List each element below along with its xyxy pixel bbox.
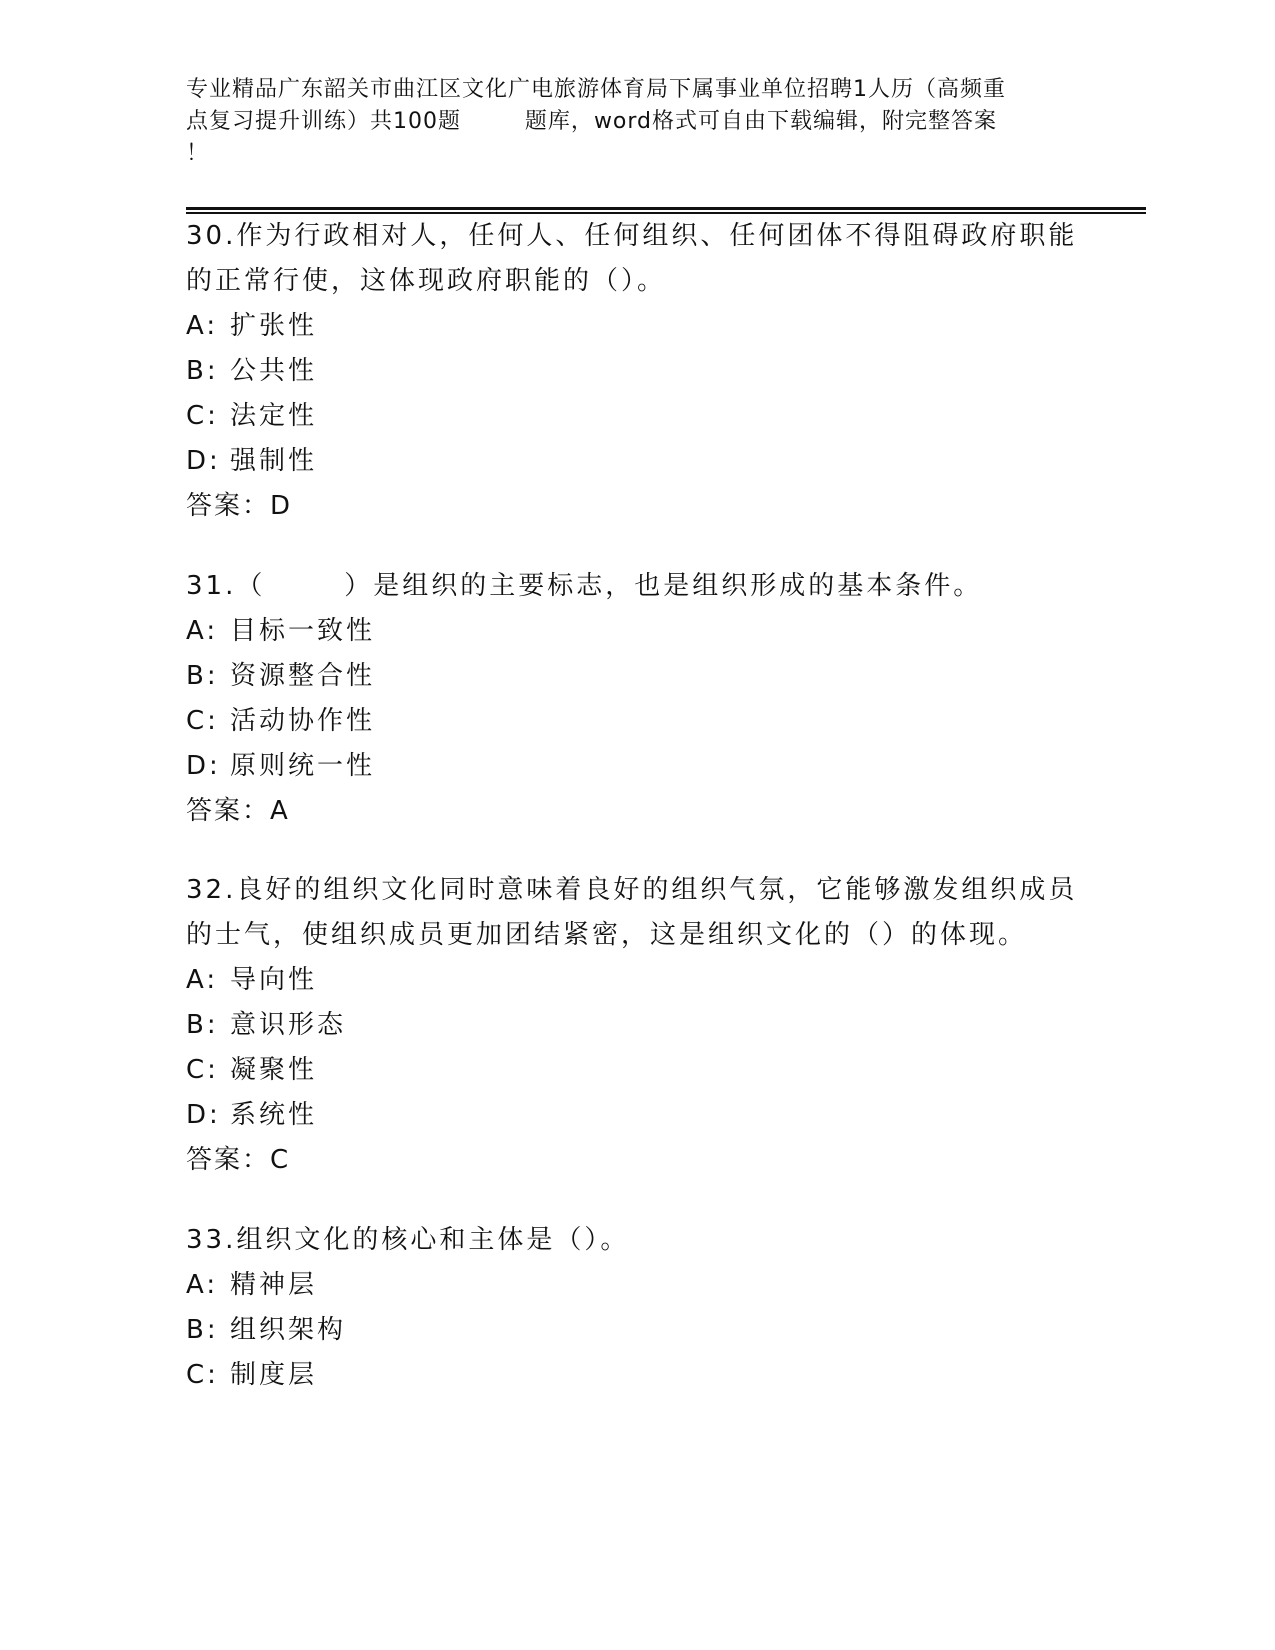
- question-32: [186, 868, 1086, 1183]
- option-a: [186, 958, 1086, 1003]
- answer-line: 答案：D: [186, 491, 293, 521]
- option-text: 系统性: [230, 1100, 318, 1130]
- question-stem-line: 的正常行使，这体现政府职能的（）。: [186, 266, 667, 296]
- option-b: [186, 654, 1086, 699]
- option-d: [186, 1093, 1086, 1138]
- option-text: 组织架构: [230, 1315, 347, 1345]
- option-c: [186, 394, 1086, 439]
- question-33: [186, 1218, 1086, 1398]
- question-31: [186, 564, 1086, 834]
- option-letter: C:: [186, 401, 219, 431]
- option-text: 资源整合性: [230, 661, 376, 691]
- option-b: [186, 1003, 1086, 1048]
- option-text: 法定性: [230, 401, 318, 431]
- question-stem-line: 33.组织文化的核心和主体是（）。: [186, 1225, 630, 1255]
- option-letter: B:: [186, 356, 219, 386]
- question-stem-line: 32.良好的组织文化同时意味着良好的组织气氛，它能够激发组织成员: [186, 875, 1078, 905]
- option-text: 意识形态: [230, 1010, 347, 1040]
- answer-line: 答案：A: [186, 796, 290, 826]
- option-b: [186, 349, 1086, 394]
- option-text: 凝聚性: [230, 1055, 318, 1085]
- option-letter: A:: [186, 1270, 219, 1300]
- option-letter: D:: [186, 1100, 221, 1130]
- answer-line: 答案：C: [186, 1145, 291, 1175]
- question-stem-line: 的士气，使组织成员更加团结紧密，这是组织文化的（）的体现。: [186, 920, 1028, 950]
- option-a: [186, 304, 1086, 349]
- option-letter: A:: [186, 965, 219, 995]
- option-text: 活动协作性: [230, 706, 376, 736]
- option-letter: D:: [186, 751, 221, 781]
- header-line-3: ！: [186, 141, 210, 166]
- header-line-2: 点复习提升训练）共100题 题库，word格式可自由下载编辑，附完整答案: [186, 109, 998, 134]
- option-text: 精神层: [230, 1270, 318, 1300]
- option-text: 扩张性: [230, 311, 318, 341]
- option-c: [186, 1353, 1086, 1398]
- option-letter: A:: [186, 311, 219, 341]
- option-letter: B:: [186, 1315, 219, 1345]
- option-c: [186, 699, 1086, 744]
- option-c: [186, 1048, 1086, 1093]
- question-stem-line: 30.作为行政相对人，任何人、任何组织、任何团体不得阻碍政府职能: [186, 221, 1078, 251]
- option-a: [186, 1263, 1086, 1308]
- option-letter: A:: [186, 616, 219, 646]
- header-line-1: 专业精品广东韶关市曲江区文化广电旅游体育局下属事业单位招聘1人历（高频重: [186, 77, 1006, 102]
- question-30: [186, 214, 1086, 529]
- option-letter: C:: [186, 1360, 219, 1390]
- document-header: [186, 74, 1076, 170]
- option-a: [186, 609, 1086, 654]
- option-text: 强制性: [230, 446, 318, 476]
- question-stem-line: 31.（ ）是组织的主要标志，也是组织形成的基本条件。: [186, 571, 983, 601]
- option-letter: B:: [186, 1010, 219, 1040]
- option-letter: C:: [186, 1055, 219, 1085]
- header-divider: [186, 207, 1146, 214]
- option-letter: B:: [186, 661, 219, 691]
- option-text: 制度层: [230, 1360, 318, 1390]
- option-d: [186, 439, 1086, 484]
- option-d: [186, 744, 1086, 789]
- option-b: [186, 1308, 1086, 1353]
- option-text: 原则统一性: [230, 751, 376, 781]
- option-text: 公共性: [230, 356, 318, 386]
- option-text: 目标一致性: [230, 616, 376, 646]
- option-letter: C:: [186, 706, 219, 736]
- option-letter: D:: [186, 446, 221, 476]
- option-text: 导向性: [230, 965, 318, 995]
